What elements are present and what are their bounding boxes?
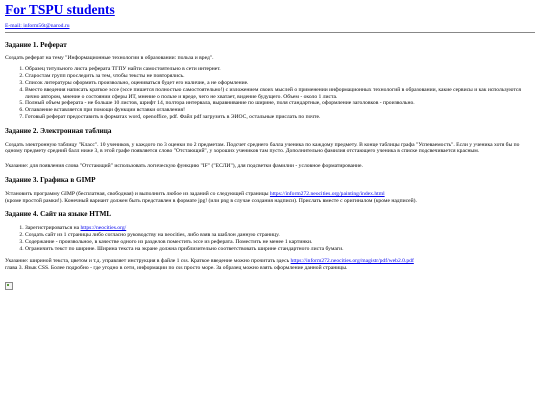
task4-list: [5, 225, 535, 252]
list-item: 4. Вместо введения написать краткое эссе (эссе пишется полностью самостоятельно!) с изложением своих мыслей о применении информационных технологий в образовании, какие сервисы и как используются лично автором, мнение о состоянии сферы ИТ, мнение о пользе и вреде, чего не хватает, видение будущего. Объем - около 1 листа.: [25, 87, 535, 101]
neocities-link[interactable]: https://neocities.org/: [80, 225, 127, 232]
css-guide-link[interactable]: https://inform272.neocities.org/magistr/pdf/web2.0.pdf: [290, 258, 414, 265]
broken-image-icon: [5, 282, 13, 290]
email-address: inform56t@narod.ru: [23, 22, 70, 29]
task3-heading: Задание 3. Графика в GIMP: [5, 175, 96, 184]
task3-text-after: (кроме простой рамки!). Конечный вариант должен быть представлен в формате jpg! (или png в случае создания надписи). Прислать вместе с оригиналом (кроме надписей).: [5, 197, 417, 204]
task4-note: [5, 258, 535, 272]
list-item: 3. Содержание - произвольное, в качестве одного из разделов поместить эссе из реферата. Поместить не менее 1 картинки.: [25, 239, 535, 246]
task2-hint: Указание: для появления слова "Отстающий" использовать логическую функцию "IF" ("ЕСЛИ"), для подсветки фамилии - условное форматирование.: [5, 163, 363, 170]
list-item: 3. Список литературы оформить произвольно, оцениваться будет его наличие, а не оформление.: [25, 80, 535, 87]
email-link[interactable]: [5, 23, 70, 29]
task1-list: [5, 66, 535, 121]
title-link[interactable]: For TSPU students: [5, 2, 115, 17]
task3-text-before: Установить программу GIMP (бесплатная, свободная) и выполнить любое из заданий со следующей страницы: [5, 190, 270, 197]
list-item: 1. Образец титульного листа реферата ТГПУ найти самостоятельно в сети интернет.: [25, 66, 535, 73]
email-line: [5, 23, 535, 30]
page-title: [5, 3, 535, 18]
task1-heading: Задание 1. Реферат: [5, 40, 67, 49]
painting-link[interactable]: https://inform272.neocities.org/painting/index.html: [269, 190, 385, 197]
task4-note-before: Указание: шириной текста, цветом и т.д. управляет инструкция в файле 1 css. Краткое введение можно прочитать здесь: [5, 258, 291, 265]
task3-description: [5, 191, 535, 205]
item-text: Зарегистрироваться на: [25, 225, 81, 232]
task4-heading: Задание 4. Сайт на языке HTML: [5, 210, 112, 219]
task2-description: Создать электронную таблицу "Класс". 10 учеников, у каждого по 3 оценки по 2 предметам. Подсчет среднего балла ученика по каждому предмету. В конце таблицы графа "Успеваемость". Если у ученика хотя бы по одному предмету средний балл ниже 3, в этой графе появляется слово "Отстающий", у хороших учеников там пусто. Дополнительно фамилия отстающего ученика в списке подсвечивается красным.: [5, 141, 520, 155]
list-item: 6. Оглавление вставляется при помощи функции вставки оглавления!: [25, 107, 535, 114]
email-label: E-mail:: [5, 22, 22, 29]
list-item: 2. Создать сайт из 1 страницы либо согласно руководству на neocities, либо взяв за шаблон данную страницу.: [25, 232, 535, 239]
task4-note-after: глава 3. Язык CSS. Более подробно - где угодно в сети, информации по css просто море. За образец можно взять оформление данной страницы.: [5, 265, 348, 272]
list-item: 7. Готовый реферат предоставить в форматах word, openoffice, pdf. Файл pdf загрузить в ЭИОС, остальные прислать по почте.: [25, 114, 535, 121]
list-item: 2. Старостам групп проследить за тем, чтобы тексты не повторялись.: [25, 73, 535, 80]
list-item: 4. Ограничить текст по ширине. Ширина текста на экране должна приблизительно соответствовать ширине стандартного листа бумаги.: [25, 246, 535, 253]
task1-intro: Создать реферат на тему "Информационные технологии в образовании: польза и вред".: [5, 55, 214, 62]
list-item: 5. Полный объем реферата - не больше 10 листов, шрифт 14, полтора интервала, выравнивание по ширине, поля стандартные, оформление заголовков - произвольно.: [25, 100, 535, 107]
task2-heading: Задание 2. Электронная таблица: [5, 126, 112, 135]
list-item: [25, 225, 535, 232]
divider: [5, 32, 535, 33]
